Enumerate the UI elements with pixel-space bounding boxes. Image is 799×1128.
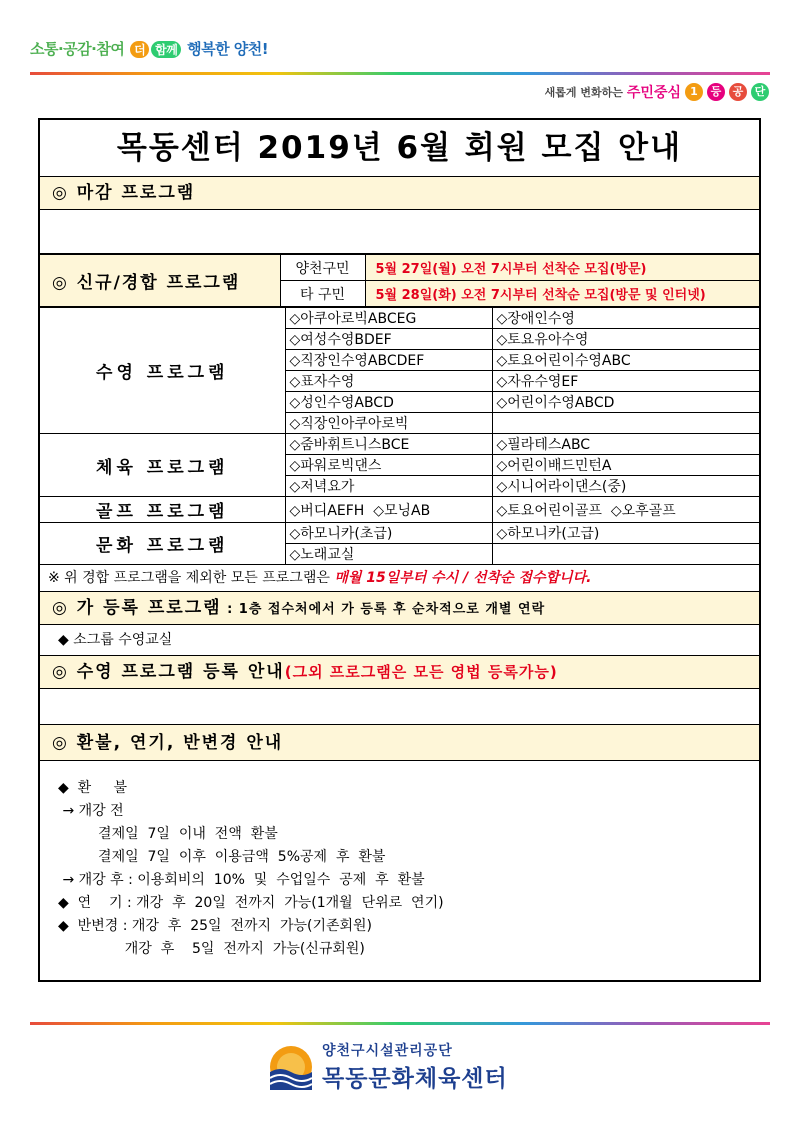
list-item: ◇하모니카(고급) — [492, 523, 759, 544]
provisional-header-note: : 1층 접수처에서 가 등록 후 순차적으로 개별 연락 — [221, 602, 546, 617]
category-golf: 골프 프로그램 — [40, 497, 285, 523]
tagline-text: 새롭게 변화하는 — [544, 86, 623, 99]
new-programs-header: ◎ 신규/경합 프로그램 — [40, 255, 280, 307]
slogan-badge-1: 더 — [130, 41, 149, 58]
refund-line: ◆ 환 불 — [58, 780, 127, 796]
provisional-header-title: ◎ 가 등록 프로그램 — [52, 598, 222, 618]
list-item: ◇시니어라이댄스(중) — [492, 476, 759, 497]
list-item: ◇토요어린이수영ABC — [492, 350, 759, 371]
list-item: ◇노래교실 — [285, 544, 492, 565]
list-item: ◇필라테스ABC — [492, 434, 759, 455]
tagline-strong: 주민중심 — [626, 85, 681, 101]
list-item: ◇자유수영EF — [492, 371, 759, 392]
tagline-circle-3: 공 — [729, 83, 747, 101]
table-row — [40, 497, 759, 523]
list-item: ◇어린이수영ABCD — [492, 392, 759, 413]
refund-line: 결제일 7일 이후 이용금액 5%공제 후 환불 — [58, 849, 386, 865]
list-item — [492, 413, 759, 434]
refund-line: ◆ 연 기 : 개강 후 20일 전까지 가능(1개월 단위로 연기) — [58, 895, 444, 911]
footnote-text: ※ 위 경합 프로그램을 제외한 모든 프로그램은 — [48, 570, 335, 586]
tagline-circle-1: 1 — [685, 83, 703, 101]
footer-center: 목동문화체육센터 — [322, 1066, 508, 1092]
list-item: ◇저녁요가 — [285, 476, 492, 497]
refund-line: → 개강 후 : 이용회비의 10% 및 수업일수 공제 후 환불 — [58, 872, 425, 888]
category-sports: 체육 프로그램 — [40, 434, 285, 497]
program-list-table — [40, 307, 759, 565]
slogan-badge-2: 함께 — [151, 41, 181, 58]
refund-body — [40, 761, 759, 961]
list-item: ◇직장인아쿠아로빅 — [285, 413, 492, 434]
header-slogan — [30, 38, 268, 59]
region-resident: 양천구민 — [280, 255, 365, 281]
slogan-part2: 행복한 양천! — [187, 40, 269, 58]
provisional-header — [40, 592, 759, 625]
category-swim: 수영 프로그램 — [40, 308, 285, 434]
list-item: ◇파워로빅댄스 — [285, 455, 492, 476]
schedule-resident: 5월 27일(월) 오전 7시부터 선착순 모집(방문) — [365, 255, 759, 281]
list-item: ◇장애인수영 — [492, 308, 759, 329]
tagline-circle-2: 등 — [707, 83, 725, 101]
list-item — [492, 544, 759, 565]
sun-wave-logo-icon — [268, 1044, 314, 1090]
notice-frame — [38, 118, 761, 982]
list-item: ◇아쿠아로빅ABCEG — [285, 308, 492, 329]
list-item: ◇버디AEFH ◇모닝AB — [285, 497, 492, 523]
refund-line: 결제일 7일 이내 전액 환불 — [58, 826, 278, 842]
refund-line: → 개강 전 — [58, 803, 124, 819]
tagline-circle-4: 단 — [751, 83, 769, 101]
swim-registration-note: (그외 프로그램은 모든 영법 등록가능) — [284, 663, 558, 681]
swim-registration-body — [40, 689, 759, 725]
schedule-other: 5월 28일(화) 오전 7시부터 선착순 모집(방문 및 인터넷) — [365, 281, 759, 307]
list-item: ◇토요어린이골프 ◇오후골프 — [492, 497, 759, 523]
swim-registration-header — [40, 656, 759, 689]
slogan-part1: 소통·공감·참여 — [30, 40, 125, 58]
list-item: ◇어린이배드민턴A — [492, 455, 759, 476]
header-tagline — [545, 82, 769, 102]
table-row — [40, 308, 759, 329]
list-item: ◇토요유아수영 — [492, 329, 759, 350]
list-item: ◇여성수영BDEF — [285, 329, 492, 350]
page-title: 목동센터 2019년 6월 회원 모집 안내 — [40, 120, 759, 177]
footer-logo — [268, 1040, 508, 1093]
footnote-highlight: 매월 15일부터 수시 / 선착순 접수합니다. — [334, 570, 592, 586]
category-culture: 문화 프로그램 — [40, 523, 285, 565]
swim-registration-title: ◎ 수영 프로그램 등록 안내 — [52, 662, 285, 682]
program-footnote — [40, 565, 759, 592]
new-programs-table — [40, 254, 759, 307]
refund-line: 개강 후 5일 전까지 가능(신규회원) — [58, 941, 365, 957]
list-item: ◇줌바휘트니스BCE — [285, 434, 492, 455]
closed-programs-header: ◎ 마감 프로그램 — [40, 177, 759, 210]
list-item: ◇표자수영 — [285, 371, 492, 392]
refund-line: ◆ 반변경 : 개강 후 25일 전까지 가능(기존회원) — [58, 918, 373, 934]
closed-programs-body — [40, 210, 759, 254]
list-item: ◇성인수영ABCD — [285, 392, 492, 413]
table-row — [40, 523, 759, 544]
list-item: ◇하모니카(초급) — [285, 523, 492, 544]
footer-org: 양천구시설관리공단 — [322, 1043, 453, 1059]
top-divider — [30, 72, 770, 75]
provisional-item: ◆ 소그룹 수영교실 — [40, 625, 759, 656]
refund-header: ◎ 환불, 연기, 반변경 안내 — [40, 725, 759, 761]
bottom-divider — [30, 1022, 770, 1025]
footer-logo-text — [322, 1040, 508, 1093]
list-item: ◇직장인수영ABCDEF — [285, 350, 492, 371]
region-other: 타 구민 — [280, 281, 365, 307]
table-row — [40, 434, 759, 455]
